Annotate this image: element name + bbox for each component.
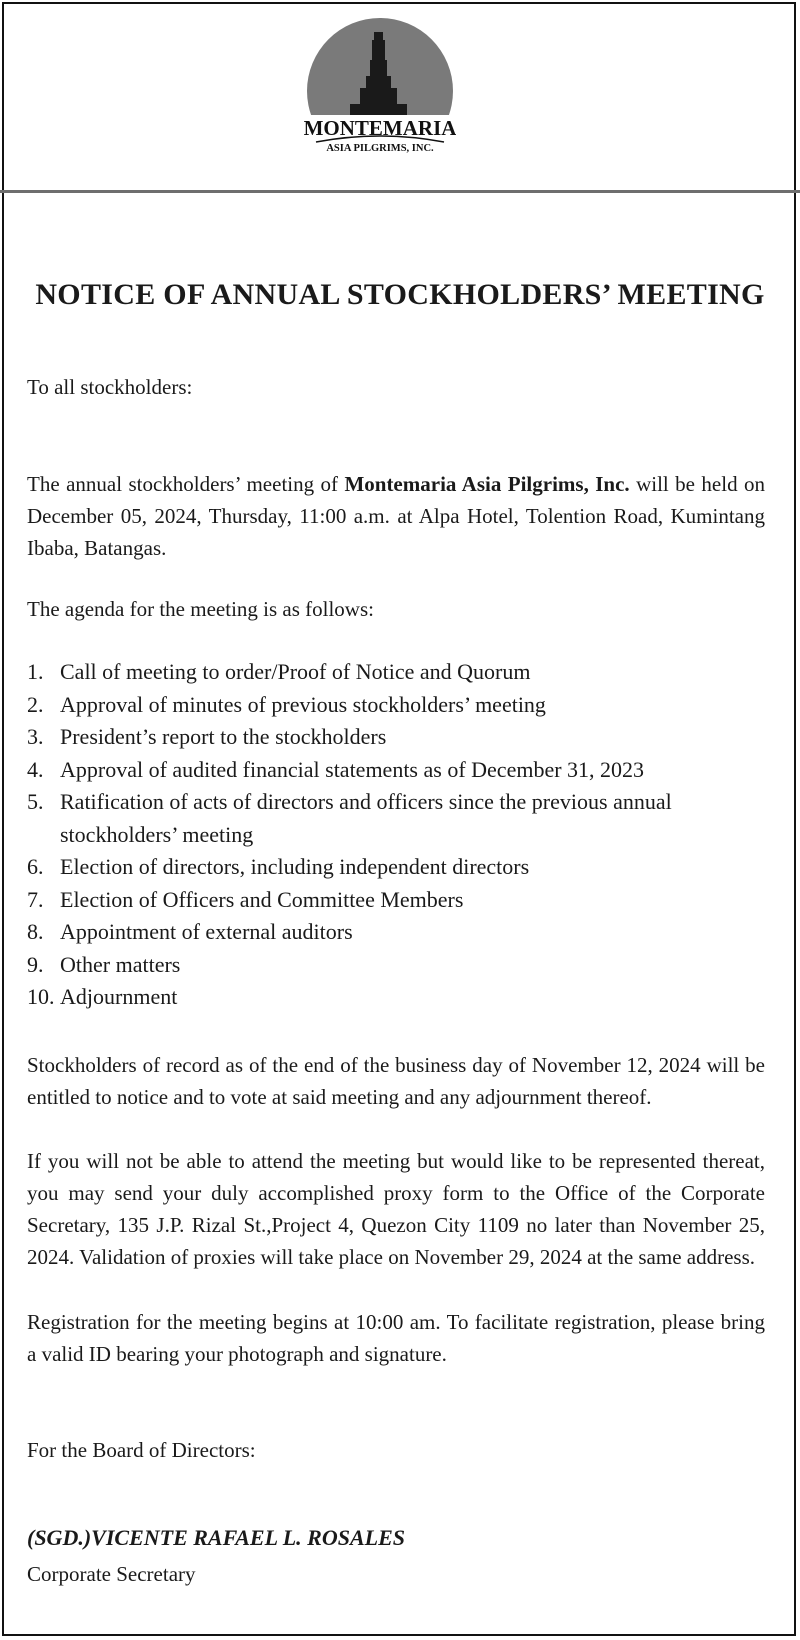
notice-title: NOTICE OF ANNUAL STOCKHOLDERS’ MEETING bbox=[35, 278, 765, 311]
agenda-number: 2. bbox=[27, 691, 44, 717]
header bbox=[0, 0, 800, 190]
intro-after: will be held on December 05, 2024, Thursday, 11:00 a.m. at Alpa Hotel, Tolention Road, Kumintang Ibaba, Batangas. bbox=[27, 472, 765, 560]
agenda-item bbox=[27, 721, 765, 754]
signatory-title: Corporate Secretary bbox=[27, 1562, 196, 1586]
agenda-list bbox=[27, 656, 765, 1014]
agenda-number: 7. bbox=[27, 886, 44, 912]
agenda-number: 3. bbox=[27, 724, 44, 749]
agenda-item bbox=[27, 689, 765, 722]
agenda-text: Appointment of external auditors bbox=[60, 919, 353, 944]
header-divider bbox=[0, 190, 800, 193]
company-logo bbox=[304, 18, 456, 168]
agenda-number: 6. bbox=[27, 854, 44, 879]
agenda-item bbox=[27, 851, 765, 884]
agenda-text: Call of meeting to order/Proof of Notice and Quorum bbox=[60, 659, 531, 684]
agenda-text: Approval of minutes of previous stockholders’ meeting bbox=[60, 691, 546, 717]
agenda-number: 5. bbox=[27, 789, 44, 814]
agenda-text: Other matters bbox=[60, 951, 181, 977]
logo-name: MONTEMARIA bbox=[304, 116, 456, 140]
agenda-text: President’s report to the stockholders bbox=[60, 724, 387, 749]
intro-before: The annual stockholders’ meeting of bbox=[27, 472, 345, 496]
agenda-item bbox=[27, 949, 765, 982]
record-date-paragraph: Stockholders of record as of the end of the business day of November 12, 2024 will be entitled to notice and to vote at said meeting and any adjournment thereof. bbox=[27, 1053, 765, 1109]
agenda-number: 10. bbox=[27, 984, 55, 1009]
company-name: Montemaria Asia Pilgrims, Inc. bbox=[344, 472, 630, 496]
proxy-paragraph: If you will not be able to attend the meeting but would like to be represented thereat, you may send your duly accomplished proxy form to the Office of the Corporate Secretary, 135 J.P. Rizal St.,Project 4, Quezon City 1109 no later than November 25, 2024. Validation of proxies will take place on November 29, 2024 at the same address. bbox=[27, 1149, 765, 1269]
logo-subname: ASIA PILGRIMS, INC. bbox=[326, 143, 434, 154]
agenda-item bbox=[27, 656, 765, 689]
agenda-item bbox=[27, 884, 765, 917]
intro-paragraph bbox=[27, 468, 765, 564]
salutation: To all stockholders: bbox=[27, 375, 193, 399]
agenda-text: Approval of audited financial statements as of December 31, 2023 bbox=[60, 756, 645, 782]
closing-line: For the Board of Directors: bbox=[27, 1438, 256, 1462]
agenda-text: Adjournment bbox=[60, 984, 178, 1009]
agenda-item bbox=[27, 981, 765, 1014]
agenda-text: Election of Officers and Committee Members bbox=[60, 886, 464, 912]
agenda-item bbox=[27, 916, 765, 949]
agenda-number: 8. bbox=[27, 919, 44, 944]
agenda-intro: The agenda for the meeting is as follows: bbox=[27, 597, 374, 621]
agenda-item bbox=[27, 786, 765, 851]
registration-paragraph: Registration for the meeting begins at 10:00 am. To facilitate registration, please bring a valid ID bearing your photograph and signature. bbox=[27, 1310, 765, 1366]
agenda-number: 1. bbox=[27, 659, 44, 684]
agenda-text: Election of directors, including independent directors bbox=[60, 854, 530, 879]
agenda-item bbox=[27, 754, 765, 787]
agenda-number: 9. bbox=[27, 951, 44, 977]
agenda-number: 4. bbox=[27, 756, 44, 782]
signatory-name: (SGD.)VICENTE RAFAEL L. ROSALES bbox=[27, 1525, 405, 1550]
agenda-text: Ratification of acts of directors and officers since the previous annual stockholders’ meeting bbox=[60, 789, 672, 847]
